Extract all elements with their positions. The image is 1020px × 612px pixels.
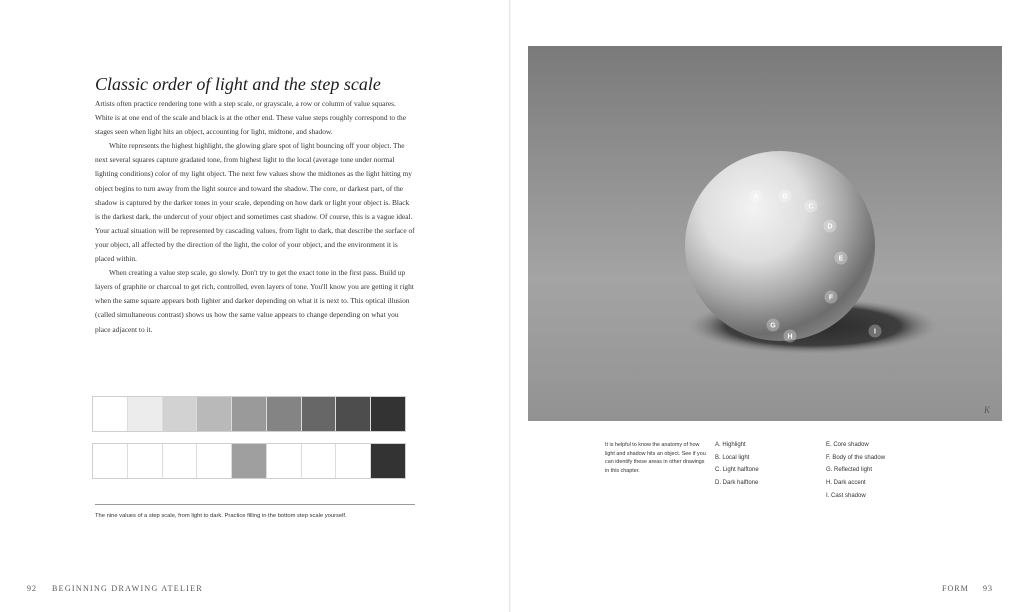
svg-text:E: E — [838, 255, 844, 263]
legend-item: I. Cast shadow — [826, 492, 866, 499]
value-swatch — [267, 397, 302, 431]
paragraph-1: Artists often practice rendering tone with a step scale, or grayscale, a row or column of value squares. White is at one end of the scale and black is at the other end. These value steps roughly correspond to the stages seen when light hits an object, accounting for light, midtone, and shadow. — [95, 99, 406, 137]
page-number-left: 92 — [27, 584, 37, 593]
value-swatch — [163, 444, 198, 478]
body-text — [95, 97, 415, 337]
value-swatch — [336, 444, 371, 478]
value-swatch — [336, 397, 371, 431]
value-swatch — [93, 397, 128, 431]
label-marker — [750, 190, 763, 203]
sphere-shape — [685, 151, 875, 341]
legend-column-2 — [826, 442, 885, 505]
label-marker — [779, 190, 792, 203]
label-marker — [869, 325, 882, 338]
step-scale-caption: The nine values of a step scale, from light to dark. Practice filling in the bottom step scale yourself. — [95, 513, 347, 519]
value-swatch — [197, 397, 232, 431]
svg-text:F: F — [828, 294, 834, 302]
value-swatch — [232, 397, 267, 431]
legend-column-1 — [715, 442, 759, 493]
sphere-illustration — [528, 46, 1002, 421]
value-swatch — [371, 444, 405, 478]
section-heading: Classic order of light and the step scale — [95, 74, 381, 94]
running-title-left: BEGINNING DRAWING ATELIER — [52, 584, 203, 593]
running-title-right: FORM — [942, 584, 969, 593]
value-swatch — [232, 444, 267, 478]
value-swatch — [302, 444, 337, 478]
value-swatch — [302, 397, 337, 431]
step-scale-full — [92, 396, 406, 432]
legend-item: A. Highlight — [715, 442, 746, 448]
svg-text:D: D — [827, 223, 833, 231]
svg-text:B: B — [782, 193, 788, 201]
legend-item: C. Light halftone — [715, 467, 759, 474]
illustration-note: It is helpful to know the anatomy of how light and shadow hits an object. See if you can identify these areas in other drawings in this chapter. — [605, 442, 706, 474]
paragraph-3: When creating a value step scale, go slowly. Don't try to get the exact tone in the first pass. Build up layers of graphite or charcoal to get rich, controlled, even layers of tone. You'll know you are getting it right when the same square appears both lighter and darker depending on what it is next to. This optical illusion (called simultaneous contrast) shows us how the same value appears to change depending on what you place adjacent to it. — [95, 268, 414, 334]
page-number-right: 93 — [983, 584, 993, 593]
value-swatch — [128, 397, 163, 431]
legend-item: F. Body of the shadow — [826, 454, 886, 461]
sphere-drawing — [528, 46, 1002, 421]
svg-text:G: G — [770, 322, 776, 330]
label-marker — [784, 330, 797, 343]
legend-item: E. Core shadow — [826, 442, 869, 448]
page-gutter — [509, 0, 511, 612]
label-marker — [835, 252, 848, 265]
label-marker — [767, 319, 780, 332]
value-swatch — [93, 444, 128, 478]
value-swatch — [163, 397, 198, 431]
label-marker — [824, 220, 837, 233]
svg-text:C: C — [808, 203, 814, 211]
svg-text:H: H — [787, 333, 793, 341]
svg-text:A: A — [753, 193, 759, 201]
legend-item: G. Reflected light — [826, 467, 873, 474]
svg-text:I: I — [874, 328, 876, 336]
value-swatch — [371, 397, 405, 431]
caption-rule — [95, 504, 415, 505]
legend-item: B. Local light — [715, 454, 750, 461]
label-marker — [805, 200, 818, 213]
value-swatch — [267, 444, 302, 478]
value-swatch — [197, 444, 232, 478]
legend-item: H. Dark accent — [826, 480, 866, 487]
step-scale-practice — [92, 443, 406, 479]
label-marker — [825, 291, 838, 304]
paragraph-2: White represents the highest highlight, the glowing glare spot of light bouncing off your object. The next several squares capture gradated tone, from highest light to the local (average tone under normal lighting conditions) color of my light object. The next few values show the midtones as the light hitting my object begins to turn away from the light source and toward the shadow. The core, or darkest part, of the shadow is captured by the darker tones in your scale, depending on how dark or light your object is. Black is the darkest dark, the undercut of your object and sometimes cast shadow. Of course, this is a vague ideal. Your actual situation will be represented by cascading values, from light to dark, that describe the surface of your object, all affected by the direction of the light, the color of your object, and the environment it is placed within. — [95, 141, 415, 264]
legend-item: D. Dark halftone — [715, 480, 759, 487]
artist-signature: K — [983, 405, 990, 415]
value-swatch — [128, 444, 163, 478]
